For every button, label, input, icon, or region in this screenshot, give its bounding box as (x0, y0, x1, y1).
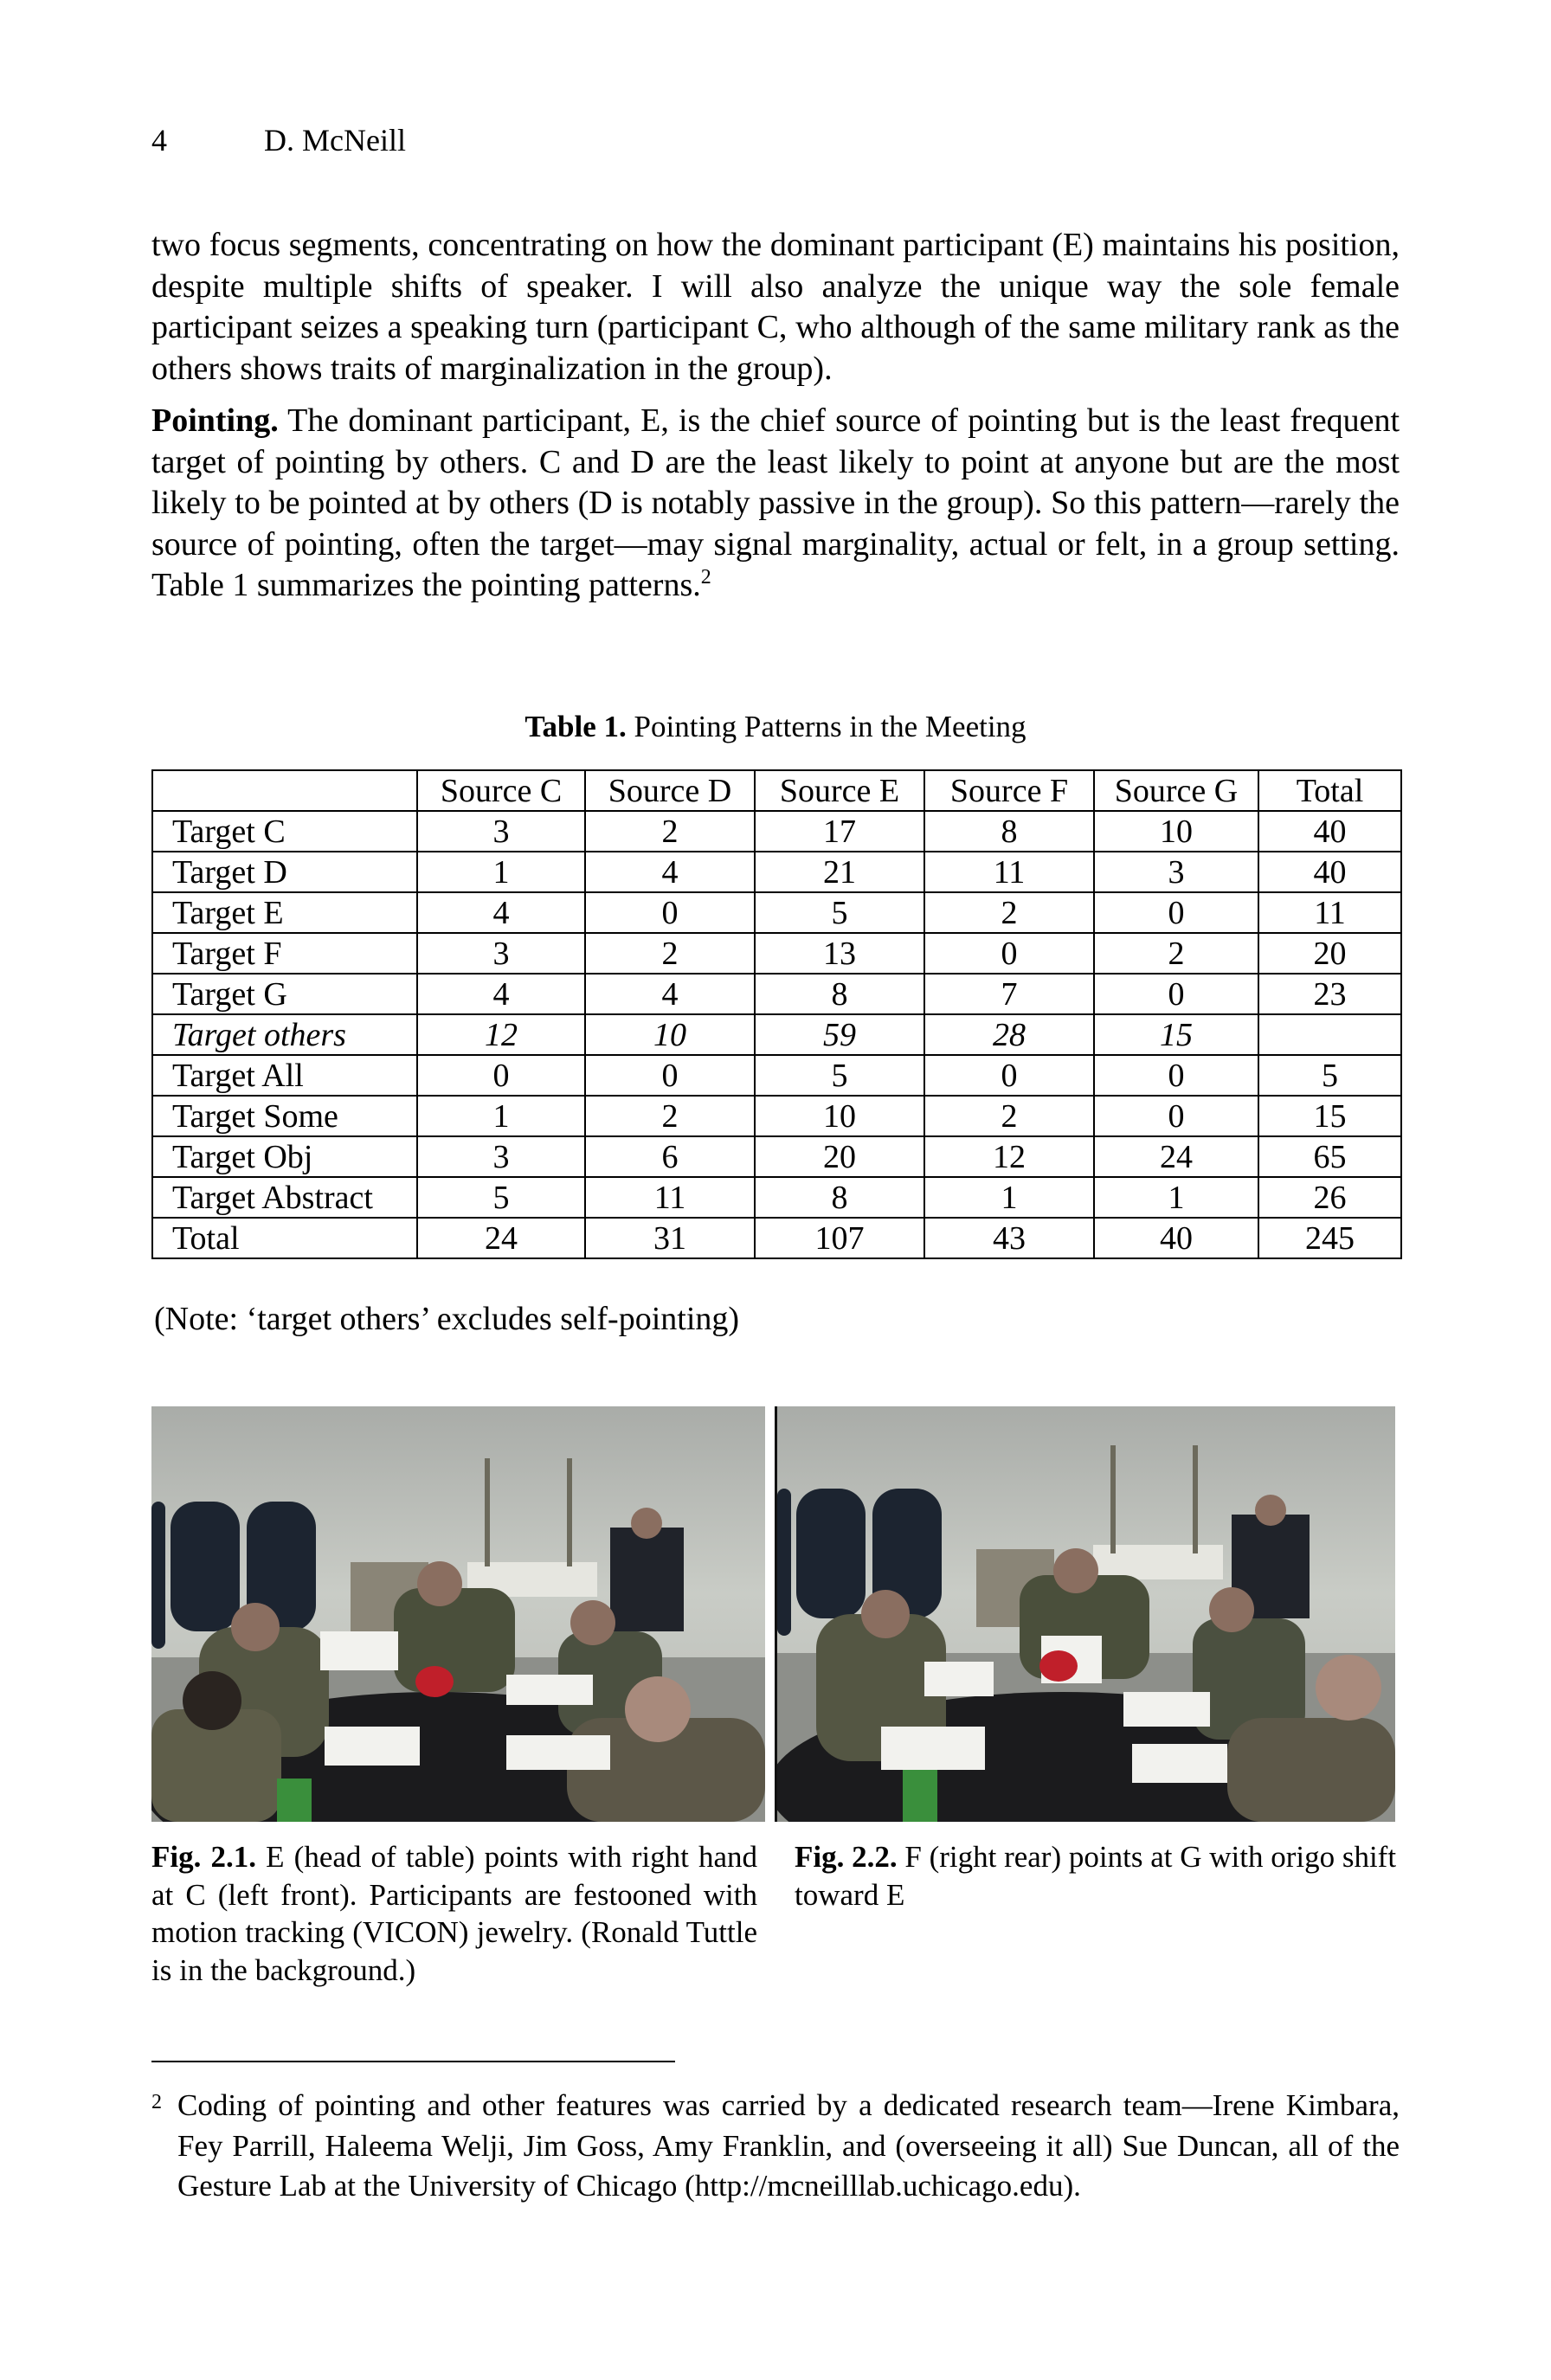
table-cell: 5 (417, 1177, 585, 1218)
column-header: Total (1258, 770, 1401, 811)
table-cell: 4 (585, 852, 755, 892)
paragraph-2-text: The dominant participant, E, is the chief source of pointing but is the least frequent target of pointing by others. C and D are the least likely to point at anyone but are the most likely to be pointed at by others (D is notably passive in the group). So this pattern—rarely the source of pointing, often the target—may signal marginality, actual or felt, in a group setting. Table 1 summarizes the pointing patterns. (151, 402, 1400, 604)
table-cell: 0 (417, 1055, 585, 1096)
table-cell: 2 (585, 811, 755, 852)
row-label: Target D (152, 852, 417, 892)
table-cell: 4 (417, 974, 585, 1014)
column-header: Source D (585, 770, 755, 811)
table-cell: 2 (585, 1096, 755, 1136)
table-cell: 11 (1258, 892, 1401, 933)
figure-2-2-label: Fig. 2.2. (795, 1840, 898, 1874)
table-cell: 0 (924, 1055, 1094, 1096)
table-cell: 0 (585, 892, 755, 933)
table-cell: 1 (1094, 1177, 1258, 1218)
table-cell: 20 (1258, 933, 1401, 974)
column-header (152, 770, 417, 811)
table-cell: 23 (1258, 974, 1401, 1014)
column-header: Source G (1094, 770, 1258, 811)
running-head (151, 121, 406, 159)
table-cell: 26 (1258, 1177, 1401, 1218)
figure-2-1-caption (151, 1838, 757, 1989)
table-row (152, 1055, 1401, 1096)
row-label: Target G (152, 974, 417, 1014)
figure-2-1-label: Fig. 2.1. (151, 1840, 256, 1874)
table-row (152, 1014, 1401, 1055)
table-cell: 3 (417, 811, 585, 852)
table-cell: 10 (1094, 811, 1258, 852)
figure-2-2-photo (775, 1406, 1395, 1822)
table-cell: 10 (755, 1096, 924, 1136)
table-cell: 8 (755, 1177, 924, 1218)
row-label: Target C (152, 811, 417, 852)
table-cell: 5 (1258, 1055, 1401, 1096)
table-cell: 5 (755, 892, 924, 933)
row-label: Target Abstract (152, 1177, 417, 1218)
table-row (152, 974, 1401, 1014)
table-cell: 31 (585, 1218, 755, 1258)
table-cell: 40 (1094, 1218, 1258, 1258)
table-cell: 2 (585, 933, 755, 974)
table-cell: 24 (417, 1218, 585, 1258)
pointing-patterns-table (151, 769, 1402, 1259)
table-row (152, 1177, 1401, 1218)
table-cell: 20 (755, 1136, 924, 1177)
meeting-photo-image (151, 1406, 765, 1822)
footnote-text: Coding of pointing and other features was carried by a dedicated research team—Irene Kimbara, Fey Parrill, Haleema Welji, Jim Goss, Amy Franklin, and (overseeing it all) Sue Duncan, all of the Gesture Lab at the University of Chicago (http://mcneilllab.uchicago.edu). (177, 2088, 1400, 2203)
table-row (152, 1096, 1401, 1136)
table-cell: 12 (924, 1136, 1094, 1177)
table-cell: 3 (417, 1136, 585, 1177)
table-cell: 0 (1094, 974, 1258, 1014)
row-label: Target Some (152, 1096, 417, 1136)
table-cell: 8 (924, 811, 1094, 852)
footnote-2 (151, 2086, 1400, 2207)
table-cell: 40 (1258, 852, 1401, 892)
column-header: Source F (924, 770, 1094, 811)
row-label: Total (152, 1218, 417, 1258)
table-cell: 4 (585, 974, 755, 1014)
table-row (152, 933, 1401, 974)
row-label: Target E (152, 892, 417, 933)
table-cell: 11 (585, 1177, 755, 1218)
row-label: Target All (152, 1055, 417, 1096)
table-cell: 59 (755, 1014, 924, 1055)
table-cell: 2 (924, 1096, 1094, 1136)
table-cell: 11 (924, 852, 1094, 892)
table-cell: 65 (1258, 1136, 1401, 1177)
table-caption-text: Pointing Patterns in the Meeting (626, 710, 1026, 743)
table-cell: 3 (417, 933, 585, 974)
table-cell: 5 (755, 1055, 924, 1096)
table-cell: 13 (755, 933, 924, 974)
table-cell: 2 (1094, 933, 1258, 974)
table-cell: 28 (924, 1014, 1094, 1055)
row-label: Target F (152, 933, 417, 974)
table-caption-label: Table 1. (525, 710, 627, 743)
table-row (152, 1218, 1401, 1258)
table-cell: 1 (417, 852, 585, 892)
table-cell: 24 (1094, 1136, 1258, 1177)
table-cell: 15 (1258, 1096, 1401, 1136)
table-cell: 2 (924, 892, 1094, 933)
table-cell: 12 (417, 1014, 585, 1055)
table-cell: 1 (924, 1177, 1094, 1218)
table-cell: 40 (1258, 811, 1401, 852)
footnote-ref-2[interactable]: 2 (700, 566, 711, 589)
row-label: Target Obj (152, 1136, 417, 1177)
table-cell: 0 (1094, 1055, 1258, 1096)
table-cell: 15 (1094, 1014, 1258, 1055)
table-cell: 6 (585, 1136, 755, 1177)
footnote-divider (151, 2061, 675, 2062)
row-label: Target others (152, 1014, 417, 1055)
running-head-author: D. McNeill (264, 123, 406, 158)
column-header: Source E (755, 770, 924, 811)
table-cell (1258, 1014, 1401, 1055)
table-row (152, 852, 1401, 892)
table-row (152, 1136, 1401, 1177)
table-cell: 21 (755, 852, 924, 892)
table-header-row (152, 770, 1401, 811)
table-caption (151, 708, 1400, 746)
table-cell: 107 (755, 1218, 924, 1258)
footnote-mark: 2 (151, 2091, 162, 2113)
table-cell: 0 (924, 933, 1094, 974)
table-note: (Note: ‘target others’ excludes self-pointing) (154, 1301, 740, 1337)
figure-2-1-caption-text: E (head of table) points with right hand at C (left front). Participants are festooned with motion tracking (VICON) jewelry. (Ronald Tuttle is in the background.) (151, 1840, 757, 1987)
table-cell: 4 (417, 892, 585, 933)
table-body (152, 811, 1401, 1258)
page-number: 4 (151, 123, 167, 158)
figure-2-2-caption (795, 1838, 1400, 1914)
table-cell: 245 (1258, 1218, 1401, 1258)
table-cell: 43 (924, 1218, 1094, 1258)
table-row (152, 811, 1401, 852)
paragraph-lead-pointing: Pointing. (151, 402, 279, 439)
table-cell: 7 (924, 974, 1094, 1014)
table-cell: 10 (585, 1014, 755, 1055)
table-cell: 3 (1094, 852, 1258, 892)
table-cell: 8 (755, 974, 924, 1014)
table-cell: 0 (1094, 1096, 1258, 1136)
figure-2-1-photo (151, 1406, 765, 1822)
table-row (152, 892, 1401, 933)
body-paragraph-2 (151, 401, 1400, 607)
table-cell: 1 (417, 1096, 585, 1136)
table-cell: 0 (585, 1055, 755, 1096)
figure-2-2-caption-text: F (right rear) points at G with origo shift toward E (795, 1840, 1397, 1912)
body-paragraph-1: two focus segments, concentrating on how the dominant participant (E) maintains his position, despite multiple shifts of speaker. I will also analyze the unique way the sole female participant seizes a speaking turn (participant C, who although of the same military rank as the others shows traits of marginalization in the group). (151, 227, 1400, 387)
table-cell: 0 (1094, 892, 1258, 933)
meeting-photo-image (777, 1406, 1395, 1822)
column-header: Source C (417, 770, 585, 811)
table-cell: 17 (755, 811, 924, 852)
